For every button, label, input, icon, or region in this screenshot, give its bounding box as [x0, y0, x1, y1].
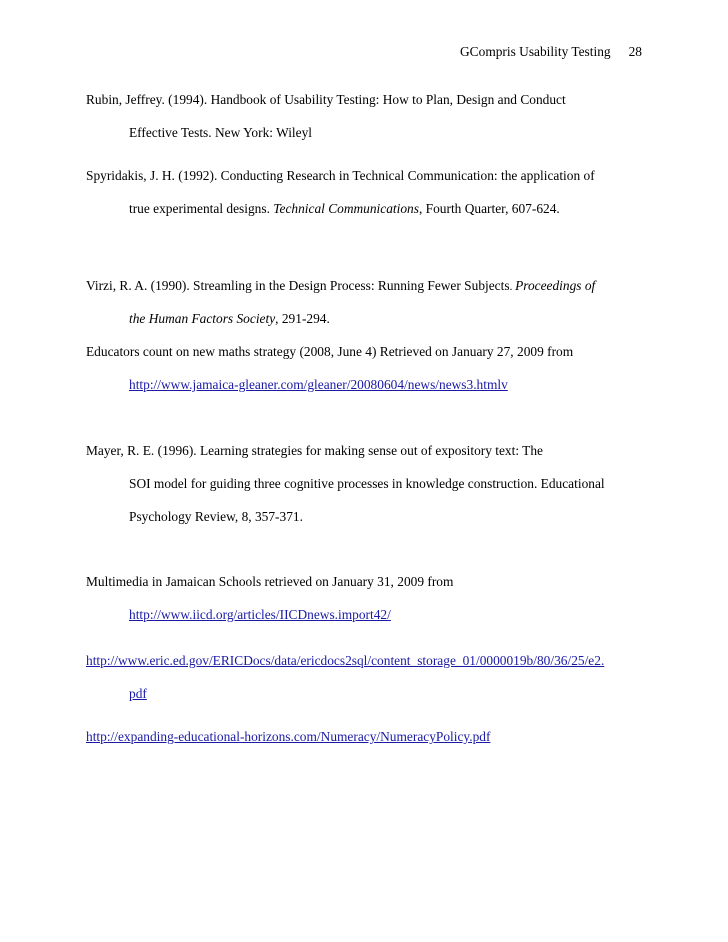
multimedia-link[interactable]: http://www.iicd.org/articles/IICDnews.import42/: [129, 607, 391, 622]
running-header: [460, 44, 642, 60]
reference-spyridakis-line1: Spyridakis, J. H. (1992). Conducting Research in Technical Communication: the application of: [86, 168, 595, 183]
reference-educators-line1: Educators count on new maths strategy (2008, June 4) Retrieved on January 27, 2009 from: [86, 344, 574, 359]
virzi-details: , 291-294.: [275, 311, 330, 326]
virzi-text: Virzi, R. A. (1990). Streamling in the Design Process: Running Fewer Subjects: [86, 278, 510, 293]
virzi-dot: .: [509, 281, 516, 293]
eric-link-part2[interactable]: pdf: [129, 686, 147, 701]
numeracy-link[interactable]: http://expanding-educational-horizons.com/Numeracy/NumeracyPolicy.pdf: [86, 729, 491, 744]
reference-educators-link-line: [129, 377, 508, 393]
reference-mayer-line3: Psychology Review, 8, 357-371.: [129, 509, 303, 524]
educators-link[interactable]: http://www.jamaica-gleaner.com/gleaner/20080604/news/news3.htmlv: [129, 377, 508, 392]
reference-spyridakis-line2: [129, 201, 560, 217]
spyridakis-text: true experimental designs.: [129, 201, 274, 216]
virzi-journal-part2: the Human Factors Society: [129, 311, 276, 326]
reference-mayer-line1: Mayer, R. E. (1996). Learning strategies for making sense out of expository text: The: [86, 443, 543, 458]
running-title: GCompris Usability Testing: [460, 44, 611, 59]
eric-link-part1[interactable]: http://www.eric.ed.gov/ERICDocs/data/ericdocs2sql/content_storage_01/0000019b/80/36/25/e2.: [86, 653, 605, 668]
page-number: 28: [628, 44, 642, 59]
reference-numeracy-link-line: [86, 729, 490, 745]
spyridakis-details: , Fourth Quarter, 607-624.: [418, 201, 560, 216]
reference-virzi-line2: [129, 311, 330, 327]
virzi-journal-part1: Proceedings of: [515, 278, 596, 293]
reference-multimedia-line1: Multimedia in Jamaican Schools retrieved on January 31, 2009 from: [86, 574, 454, 589]
reference-eric-link-line1: [86, 653, 604, 669]
reference-multimedia-link-line: [129, 607, 391, 623]
reference-virzi-line1: [86, 278, 595, 295]
reference-rubin-line1: Rubin, Jeffrey. (1994). Handbook of Usability Testing: How to Plan, Design and Conduct: [86, 92, 566, 107]
reference-rubin-line2: Effective Tests. New York: Wileyl: [129, 125, 312, 140]
reference-eric-link-line2: [129, 686, 147, 702]
spyridakis-journal: Technical Communications: [273, 201, 419, 216]
reference-mayer-line2: SOI model for guiding three cognitive processes in knowledge construction. Educational: [129, 476, 605, 491]
